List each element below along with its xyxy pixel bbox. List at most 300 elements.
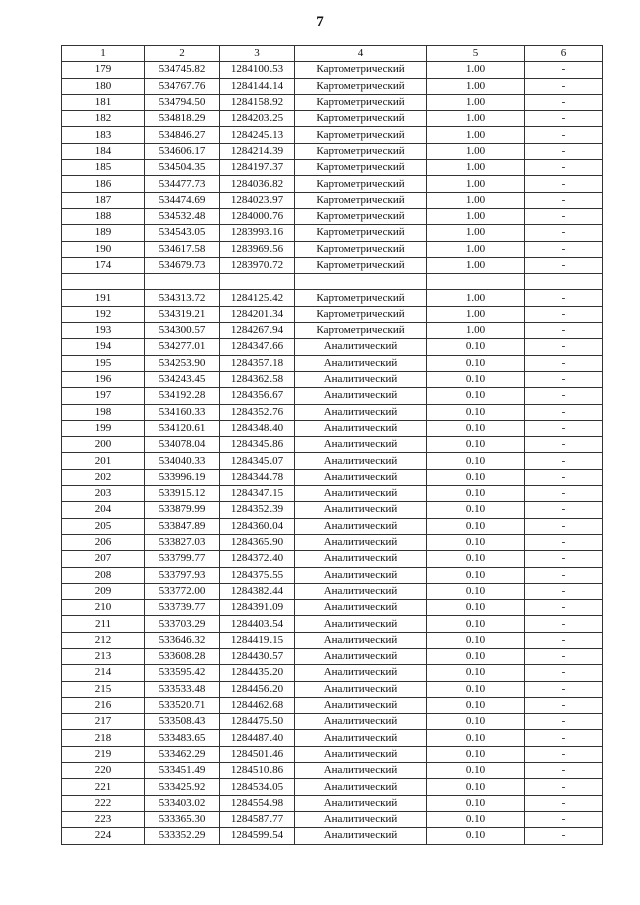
table-cell: 0.10 [427,697,525,713]
table-cell: 189 [62,225,145,241]
table-row [62,551,603,567]
table-cell: Картометрический [295,290,427,306]
table-cell: 203 [62,486,145,502]
table-cell [295,274,427,290]
table-cell: - [525,795,603,811]
table-cell: - [525,486,603,502]
table-cell: Картометрический [295,323,427,339]
table-cell: 213 [62,648,145,664]
table-cell: 174 [62,257,145,273]
table-cell: 1284125.42 [220,290,295,306]
table-cell: Аналитический [295,795,427,811]
table-cell: - [525,290,603,306]
table-row [62,567,603,583]
table-cell [145,274,220,290]
table-row [62,94,603,110]
table-cell: 194 [62,339,145,355]
table-cell: 533451.49 [145,763,220,779]
column-header: 1 [62,46,145,62]
table-cell: 208 [62,567,145,583]
table-cell: 0.10 [427,730,525,746]
table-cell: 0.10 [427,714,525,730]
table-cell: - [525,160,603,176]
table-cell: 534300.57 [145,323,220,339]
table-cell: 1284456.20 [220,681,295,697]
table-cell: 534504.35 [145,160,220,176]
table-cell: Аналитический [295,420,427,436]
table-body [62,62,603,844]
table-cell: - [525,78,603,94]
table-cell: Картометрический [295,225,427,241]
table-cell: 1.00 [427,127,525,143]
table-cell: 533847.89 [145,518,220,534]
table-cell: 215 [62,681,145,697]
table-cell: 1284357.18 [220,355,295,371]
table-cell: - [525,339,603,355]
table-cell: 0.10 [427,486,525,502]
table-cell: 198 [62,404,145,420]
table-cell: 0.10 [427,437,525,453]
table-cell: 206 [62,534,145,550]
table-cell: 534319.21 [145,306,220,322]
table-cell: 533827.03 [145,534,220,550]
table-cell: 0.10 [427,600,525,616]
table-row [62,665,603,681]
table-cell: 0.10 [427,828,525,844]
table-cell: 533703.29 [145,616,220,632]
table-cell: 0.10 [427,420,525,436]
table-cell: 0.10 [427,453,525,469]
table-cell: - [525,730,603,746]
table-row [62,355,603,371]
table-cell: 1.00 [427,306,525,322]
table-cell: - [525,469,603,485]
table-cell: - [525,600,603,616]
table-cell: Картометрический [295,78,427,94]
table-cell: 1284430.57 [220,648,295,664]
table-cell: 1.00 [427,94,525,110]
table-cell: Аналитический [295,583,427,599]
table-cell: Аналитический [295,339,427,355]
table-cell: Аналитический [295,534,427,550]
table-row [62,143,603,159]
table-cell: 1284214.39 [220,143,295,159]
table-row [62,62,603,78]
table-row [62,714,603,730]
table-cell: 534474.69 [145,192,220,208]
table-cell: 211 [62,616,145,632]
table-cell: 534543.05 [145,225,220,241]
table-cell: 534160.33 [145,404,220,420]
table-cell: 1284475.50 [220,714,295,730]
table-cell: Аналитический [295,779,427,795]
table-cell: Аналитический [295,371,427,387]
table-cell: 534313.72 [145,290,220,306]
table-cell: 1283993.16 [220,225,295,241]
table-cell: 1.00 [427,208,525,224]
table-cell: 0.10 [427,339,525,355]
table-cell: 534818.29 [145,111,220,127]
table-cell: 197 [62,388,145,404]
table-cell: Картометрический [295,257,427,273]
table-cell: 534767.76 [145,78,220,94]
table-cell: 1284375.55 [220,567,295,583]
table-cell: Картометрический [295,143,427,159]
table-cell: - [525,453,603,469]
table-cell: - [525,779,603,795]
table-cell: 1.00 [427,111,525,127]
table-cell: 533462.29 [145,746,220,762]
table-row [62,632,603,648]
table-cell: 533533.48 [145,681,220,697]
table-cell: 534532.48 [145,208,220,224]
table-cell: - [525,567,603,583]
table-cell: 1.00 [427,323,525,339]
table-cell: - [525,371,603,387]
table-cell: Аналитический [295,518,427,534]
table-cell: 1284372.40 [220,551,295,567]
table-cell: - [525,127,603,143]
table-cell: 0.10 [427,534,525,550]
table-cell: Картометрический [295,62,427,78]
table-cell: - [525,355,603,371]
table-cell: 534606.17 [145,143,220,159]
table-cell: 1284501.46 [220,746,295,762]
table-cell: 1283970.72 [220,257,295,273]
table-cell: 1284344.78 [220,469,295,485]
table-cell: 0.10 [427,388,525,404]
table-cell: - [525,763,603,779]
table-cell: Аналитический [295,355,427,371]
table-row [62,795,603,811]
table-cell: - [525,632,603,648]
table-cell: 1.00 [427,192,525,208]
table-row [62,323,603,339]
table-cell: - [525,94,603,110]
table-cell: Аналитический [295,486,427,502]
table-cell: 1284348.40 [220,420,295,436]
table-cell: 1284356.67 [220,388,295,404]
table-cell: Аналитический [295,453,427,469]
table-cell: - [525,257,603,273]
table-cell: - [525,306,603,322]
table-cell: 1284144.14 [220,78,295,94]
table-cell: 533739.77 [145,600,220,616]
table-cell: 193 [62,323,145,339]
table-row [62,811,603,827]
table-cell: 214 [62,665,145,681]
table-cell: 1284554.98 [220,795,295,811]
table-cell: 1.00 [427,143,525,159]
table-cell: 533595.42 [145,665,220,681]
table-cell: - [525,583,603,599]
table-cell: 534253.90 [145,355,220,371]
table-cell: 1284587.77 [220,811,295,827]
table-cell: 0.10 [427,746,525,762]
table-row [62,192,603,208]
table-cell: 1284487.40 [220,730,295,746]
table-row [62,828,603,844]
table-cell: 533646.32 [145,632,220,648]
table-cell: 533365.30 [145,811,220,827]
table-cell: 534794.50 [145,94,220,110]
table-cell: Аналитический [295,600,427,616]
table-cell: 195 [62,355,145,371]
table-cell: - [525,665,603,681]
table-cell: - [525,437,603,453]
table-cell: 533996.19 [145,469,220,485]
table-cell: 221 [62,779,145,795]
table-cell: 1284345.86 [220,437,295,453]
table-cell: 1284534.05 [220,779,295,795]
table-cell: 534243.45 [145,371,220,387]
table-row [62,469,603,485]
table-cell: - [525,62,603,78]
table-cell: 0.10 [427,665,525,681]
table-row [62,730,603,746]
table-cell: 534040.33 [145,453,220,469]
table-cell: 202 [62,469,145,485]
table-cell: 1284352.76 [220,404,295,420]
table-row [62,583,603,599]
table-cell: Аналитический [295,665,427,681]
table-cell: 186 [62,176,145,192]
table-cell: Аналитический [295,502,427,518]
table-cell: - [525,111,603,127]
table-cell: Картометрический [295,192,427,208]
table-row [62,241,603,257]
table-row [62,763,603,779]
table-cell: 187 [62,192,145,208]
table-row [62,746,603,762]
table-cell: 219 [62,746,145,762]
table-row [62,648,603,664]
table-row [62,779,603,795]
table-cell: Аналитический [295,730,427,746]
coordinates-table [61,45,603,845]
table-cell: 1284203.25 [220,111,295,127]
table-cell: 0.10 [427,404,525,420]
table-cell: Картометрический [295,241,427,257]
table-row [62,257,603,273]
table-cell: - [525,518,603,534]
table-cell: 1.00 [427,176,525,192]
table-row [62,600,603,616]
column-header: 5 [427,46,525,62]
table-cell: 191 [62,290,145,306]
table-row [62,176,603,192]
table-row [62,697,603,713]
table-cell: 0.10 [427,551,525,567]
table-cell: 1284201.34 [220,306,295,322]
table-cell: 0.10 [427,371,525,387]
table-cell [62,274,145,290]
table-cell: 205 [62,518,145,534]
table-row [62,371,603,387]
table-cell: Аналитический [295,469,427,485]
table-cell: - [525,616,603,632]
table-cell: 210 [62,600,145,616]
table-cell: - [525,420,603,436]
table-header-row [62,46,603,62]
table-cell: 1284345.07 [220,453,295,469]
table-cell: 533352.29 [145,828,220,844]
table-cell: 1284000.76 [220,208,295,224]
table-row [62,681,603,697]
table-cell: 533608.28 [145,648,220,664]
table-cell: Аналитический [295,567,427,583]
table-cell: 1284435.20 [220,665,295,681]
table-cell: 0.10 [427,795,525,811]
table-cell: 183 [62,127,145,143]
table-cell: 179 [62,62,145,78]
table-cell: 1284347.66 [220,339,295,355]
table-row [62,534,603,550]
column-header: 3 [220,46,295,62]
table-row [62,274,603,290]
table-cell: - [525,681,603,697]
table-row [62,78,603,94]
table-cell: 1284158.92 [220,94,295,110]
table-cell: 534477.73 [145,176,220,192]
table-cell: 534846.27 [145,127,220,143]
table-cell: - [525,697,603,713]
column-header: 2 [145,46,220,62]
table-cell: 199 [62,420,145,436]
table-cell: 1284419.15 [220,632,295,648]
table-cell: 1.00 [427,78,525,94]
column-header: 6 [525,46,603,62]
table-cell: Картометрический [295,111,427,127]
table-cell: 0.10 [427,811,525,827]
table-cell: 1284023.97 [220,192,295,208]
table-cell: 1.00 [427,241,525,257]
table-cell: 188 [62,208,145,224]
table-cell: Аналитический [295,811,427,827]
table-cell: - [525,323,603,339]
table-cell: 533520.71 [145,697,220,713]
table-cell: 1284197.37 [220,160,295,176]
table-cell: - [525,811,603,827]
table-cell: 1284362.58 [220,371,295,387]
table-cell: 534617.58 [145,241,220,257]
table-cell: - [525,648,603,664]
table-cell: 0.10 [427,567,525,583]
table-cell: Аналитический [295,648,427,664]
table-cell: 181 [62,94,145,110]
table-row [62,518,603,534]
table-cell: 533483.65 [145,730,220,746]
table-cell: 534745.82 [145,62,220,78]
table-cell: 0.10 [427,469,525,485]
table-cell: 533425.92 [145,779,220,795]
table-cell: 533799.77 [145,551,220,567]
table-cell: 0.10 [427,583,525,599]
table-cell: Аналитический [295,763,427,779]
table-cell: 534078.04 [145,437,220,453]
table-cell: 1284599.54 [220,828,295,844]
table-row [62,616,603,632]
table-cell: - [525,551,603,567]
table-row [62,306,603,322]
table-row [62,290,603,306]
table-cell: 1284036.82 [220,176,295,192]
table-cell: 1284352.39 [220,502,295,518]
table-cell: 533772.00 [145,583,220,599]
table-cell: 0.10 [427,779,525,795]
table-cell: - [525,714,603,730]
table-cell: 201 [62,453,145,469]
table-cell: Аналитический [295,551,427,567]
table-cell: - [525,208,603,224]
table-row [62,127,603,143]
table-cell: 204 [62,502,145,518]
table-cell: 1.00 [427,62,525,78]
table-cell [220,274,295,290]
table-cell: Картометрический [295,127,427,143]
table-cell: - [525,502,603,518]
table-row [62,208,603,224]
table-cell: Аналитический [295,714,427,730]
table-cell: 533508.43 [145,714,220,730]
table-cell: - [525,241,603,257]
table-cell: 180 [62,78,145,94]
table-cell: Аналитический [295,746,427,762]
table-cell: 185 [62,160,145,176]
table-cell: 1284267.94 [220,323,295,339]
table-row [62,453,603,469]
table-row [62,486,603,502]
table-cell: 1.00 [427,225,525,241]
table-cell: 216 [62,697,145,713]
table-cell: 533797.93 [145,567,220,583]
table-cell: 0.10 [427,681,525,697]
table-cell: 0.10 [427,355,525,371]
table-row [62,225,603,241]
table-cell: 1.00 [427,290,525,306]
table-cell: 207 [62,551,145,567]
table-cell: Аналитический [295,681,427,697]
table-cell: 0.10 [427,763,525,779]
table-cell: 1.00 [427,257,525,273]
table-cell: 533403.02 [145,795,220,811]
table-cell: 190 [62,241,145,257]
table-row [62,160,603,176]
table-cell: Аналитический [295,632,427,648]
table-cell: 223 [62,811,145,827]
table-cell: 1284382.44 [220,583,295,599]
table-cell: - [525,746,603,762]
table-cell: 196 [62,371,145,387]
table-cell: Аналитический [295,388,427,404]
table-cell: 0.10 [427,518,525,534]
table-cell: - [525,828,603,844]
table-cell: 212 [62,632,145,648]
table-cell: 1284360.04 [220,518,295,534]
table-cell: 533879.99 [145,502,220,518]
table-cell: Картометрический [295,94,427,110]
table-cell: 209 [62,583,145,599]
table-cell: 184 [62,143,145,159]
table-cell: 0.10 [427,502,525,518]
table-cell: 200 [62,437,145,453]
table-cell: 0.10 [427,632,525,648]
table-cell: 1284510.86 [220,763,295,779]
table-cell [427,274,525,290]
table-cell: 534277.01 [145,339,220,355]
table-cell: Картометрический [295,176,427,192]
table-cell: 1284462.68 [220,697,295,713]
